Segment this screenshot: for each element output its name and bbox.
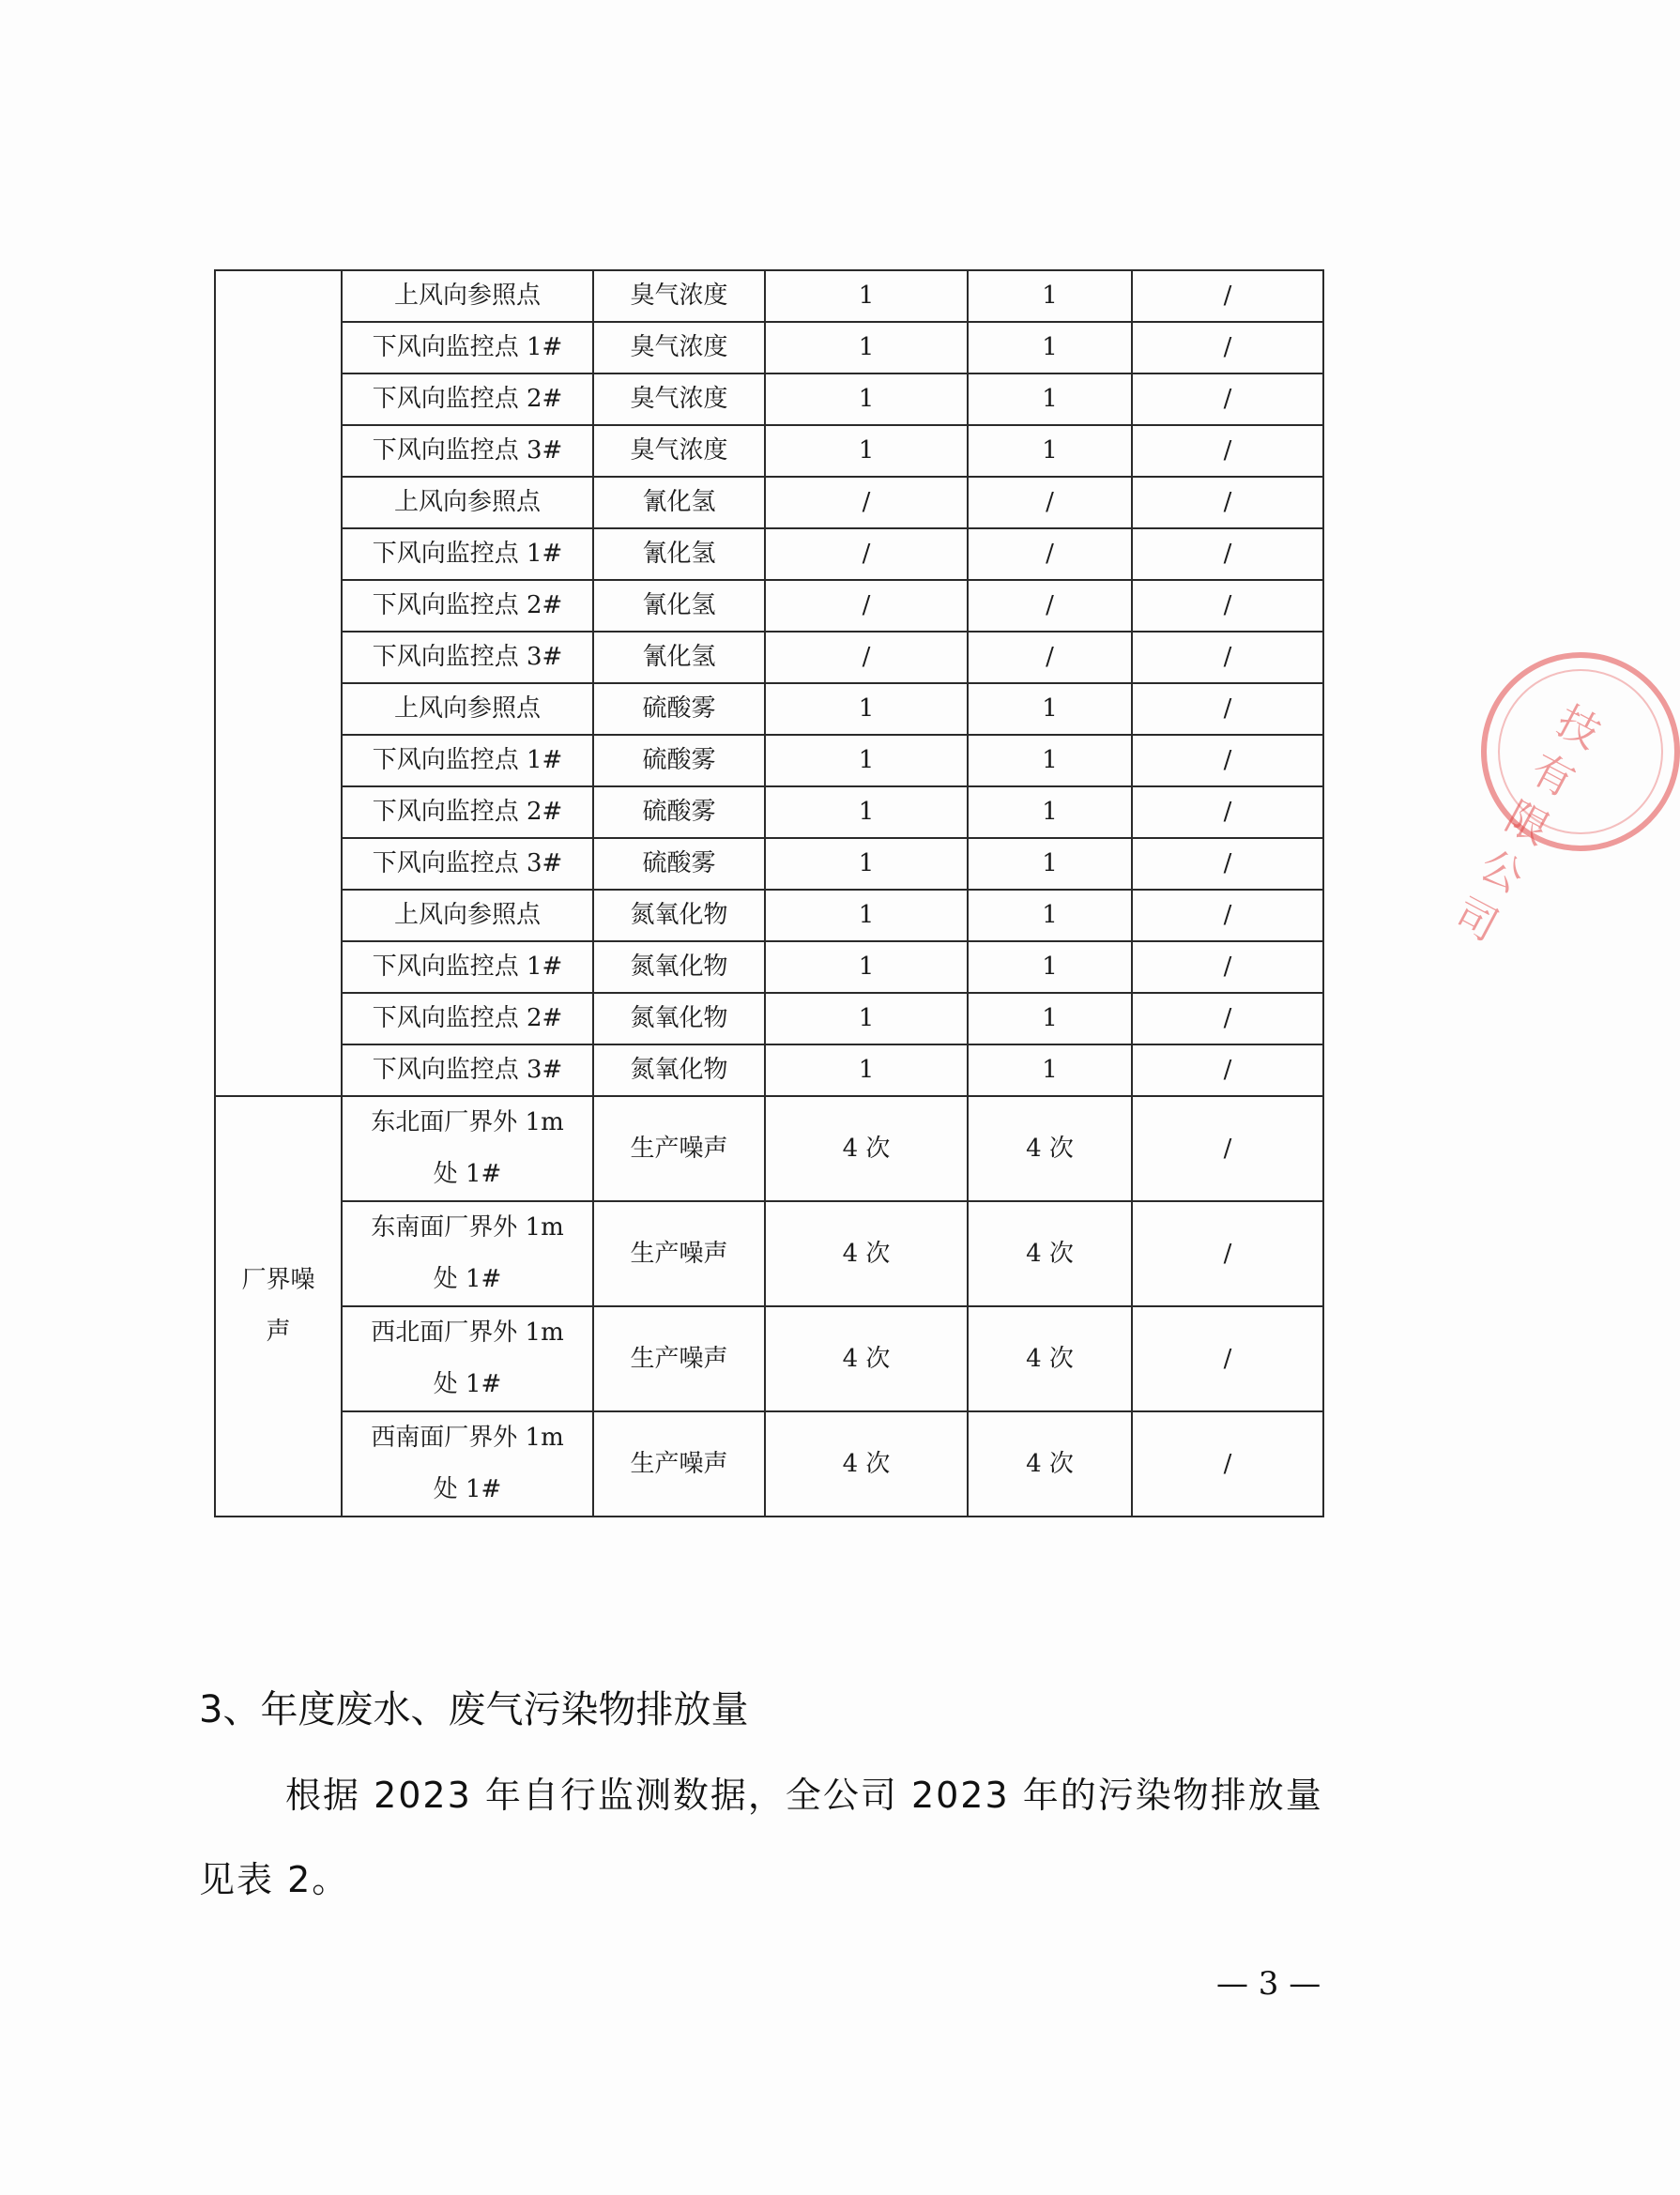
- item-cell: 硫酸雾: [593, 735, 765, 786]
- remark-cell: /: [1132, 941, 1323, 993]
- group-cell-noise: [215, 1096, 342, 1517]
- item-cell: 氮氧化物: [593, 1044, 765, 1096]
- point-cell: 下风向监控点 2#: [342, 786, 593, 838]
- remark-cell: /: [1132, 425, 1323, 477]
- table-row: [215, 270, 1323, 322]
- count-cell-1: 1: [765, 838, 968, 890]
- item-cell: 生产噪声: [593, 1201, 765, 1306]
- point-cell: 上风向参照点: [342, 477, 593, 528]
- count-cell-2: 4 次: [968, 1201, 1132, 1306]
- table-row: [215, 786, 1323, 838]
- count-cell-1: 4 次: [765, 1411, 968, 1517]
- count-cell-2: 1: [968, 373, 1132, 425]
- table-row: [215, 735, 1323, 786]
- table-row: [215, 373, 1323, 425]
- page-number: — 3 —: [1216, 1965, 1321, 2003]
- table-row: [215, 993, 1323, 1044]
- point-cell: 下风向监控点 1#: [342, 941, 593, 993]
- remark-cell: /: [1132, 1096, 1323, 1201]
- remark-cell: /: [1132, 580, 1323, 632]
- item-cell: 生产噪声: [593, 1096, 765, 1201]
- point-cell: 下风向监控点 1#: [342, 322, 593, 373]
- point-cell: 下风向监控点 2#: [342, 580, 593, 632]
- section-paragraph: 根据 2023 年自行监测数据，全公司 2023 年的污染物排放量见表 2。: [199, 1775, 1323, 1900]
- table-row: [215, 941, 1323, 993]
- item-cell: 氰化氢: [593, 580, 765, 632]
- count-cell-2: 1: [968, 322, 1132, 373]
- item-cell: 氰化氢: [593, 477, 765, 528]
- count-cell-1: 1: [765, 270, 968, 322]
- count-cell-1: 1: [765, 683, 968, 735]
- point-line-1: 西北面厂界外 1m: [371, 1319, 564, 1347]
- point-line-2: 处 1#: [433, 1370, 502, 1398]
- point-cell: 下风向监控点 3#: [342, 632, 593, 683]
- point-line-2: 处 1#: [433, 1265, 502, 1293]
- count-cell-1: /: [765, 632, 968, 683]
- count-cell-1: 1: [765, 1044, 968, 1096]
- point-cell: 下风向监控点 1#: [342, 528, 593, 580]
- table-row: [215, 632, 1323, 683]
- item-cell: 氰化氢: [593, 528, 765, 580]
- item-cell: 生产噪声: [593, 1411, 765, 1517]
- seal-text: 技有限公司: [1446, 696, 1609, 952]
- item-cell: 氰化氢: [593, 632, 765, 683]
- item-cell: 臭气浓度: [593, 373, 765, 425]
- remark-cell: /: [1132, 1306, 1323, 1411]
- count-cell-2: 1: [968, 735, 1132, 786]
- count-cell-2: 1: [968, 838, 1132, 890]
- count-cell-2: 4 次: [968, 1096, 1132, 1201]
- point-cell: 下风向监控点 3#: [342, 425, 593, 477]
- remark-cell: /: [1132, 632, 1323, 683]
- count-cell-1: 1: [765, 373, 968, 425]
- remark-cell: /: [1132, 683, 1323, 735]
- group-cell-air: [215, 270, 342, 1096]
- count-cell-2: 1: [968, 941, 1132, 993]
- table-row: [215, 1201, 1323, 1306]
- item-cell: 臭气浓度: [593, 270, 765, 322]
- point-cell: 下风向监控点 1#: [342, 735, 593, 786]
- remark-cell: /: [1132, 270, 1323, 322]
- item-cell: 氮氧化物: [593, 890, 765, 941]
- table-row: [215, 528, 1323, 580]
- count-cell-2: 1: [968, 683, 1132, 735]
- count-cell-2: 4 次: [968, 1306, 1132, 1411]
- point-cell: 上风向参照点: [342, 683, 593, 735]
- company-seal: [1446, 652, 1680, 952]
- table-row: [215, 1096, 1323, 1201]
- count-cell-1: 1: [765, 735, 968, 786]
- count-cell-1: 1: [765, 425, 968, 477]
- count-cell-1: /: [765, 477, 968, 528]
- remark-cell: /: [1132, 373, 1323, 425]
- remark-cell: /: [1132, 786, 1323, 838]
- point-cell: 下风向监控点 3#: [342, 838, 593, 890]
- count-cell-2: /: [968, 528, 1132, 580]
- count-cell-1: /: [765, 528, 968, 580]
- count-cell-1: /: [765, 580, 968, 632]
- remark-cell: /: [1132, 735, 1323, 786]
- table-body: [215, 270, 1323, 1517]
- remark-cell: /: [1132, 477, 1323, 528]
- count-cell-1: 1: [765, 322, 968, 373]
- item-cell: 生产噪声: [593, 1306, 765, 1411]
- item-cell: 臭气浓度: [593, 425, 765, 477]
- count-cell-2: 1: [968, 1044, 1132, 1096]
- table-row: [215, 322, 1323, 373]
- point-cell: [342, 1201, 593, 1306]
- point-line-2: 处 1#: [433, 1160, 502, 1188]
- table-row: [215, 838, 1323, 890]
- remark-cell: /: [1132, 890, 1323, 941]
- point-cell: [342, 1306, 593, 1411]
- table-row: [215, 1411, 1323, 1517]
- point-cell: 上风向参照点: [342, 890, 593, 941]
- table-row: [215, 425, 1323, 477]
- point-line-1: 西南面厂界外 1m: [371, 1424, 564, 1452]
- point-line-1: 东南面厂界外 1m: [371, 1213, 564, 1242]
- count-cell-1: 1: [765, 941, 968, 993]
- point-cell: 上风向参照点: [342, 270, 593, 322]
- item-cell: 臭气浓度: [593, 322, 765, 373]
- point-cell: 下风向监控点 2#: [342, 993, 593, 1044]
- count-cell-1: 4 次: [765, 1306, 968, 1411]
- count-cell-1: 4 次: [765, 1201, 968, 1306]
- point-cell: [342, 1411, 593, 1517]
- count-cell-2: 4 次: [968, 1411, 1132, 1517]
- point-cell: 下风向监控点 3#: [342, 1044, 593, 1096]
- count-cell-1: 1: [765, 993, 968, 1044]
- remark-cell: /: [1132, 1411, 1323, 1517]
- item-cell: 硫酸雾: [593, 838, 765, 890]
- monitoring-table: [214, 269, 1324, 1517]
- group-label: 厂界噪声: [241, 1266, 315, 1346]
- count-cell-2: 1: [968, 993, 1132, 1044]
- count-cell-1: 1: [765, 890, 968, 941]
- count-cell-2: /: [968, 580, 1132, 632]
- table-row: [215, 1044, 1323, 1096]
- remark-cell: /: [1132, 1044, 1323, 1096]
- table-row: [215, 580, 1323, 632]
- table-row: [215, 477, 1323, 528]
- point-cell: 下风向监控点 2#: [342, 373, 593, 425]
- item-cell: 氮氧化物: [593, 941, 765, 993]
- item-cell: 硫酸雾: [593, 683, 765, 735]
- section-heading: 3、年度废水、废气污染物排放量: [199, 1688, 749, 1731]
- count-cell-2: /: [968, 477, 1132, 528]
- point-line-1: 东北面厂界外 1m: [371, 1108, 564, 1136]
- table-row: [215, 890, 1323, 941]
- point-line-2: 处 1#: [433, 1475, 502, 1503]
- remark-cell: /: [1132, 528, 1323, 580]
- point-cell: [342, 1096, 593, 1201]
- count-cell-2: 1: [968, 425, 1132, 477]
- item-cell: 氮氧化物: [593, 993, 765, 1044]
- count-cell-1: 1: [765, 786, 968, 838]
- table-row: [215, 1306, 1323, 1411]
- remark-cell: /: [1132, 322, 1323, 373]
- count-cell-2: 1: [968, 270, 1132, 322]
- count-cell-2: /: [968, 632, 1132, 683]
- item-cell: 硫酸雾: [593, 786, 765, 838]
- remark-cell: /: [1132, 838, 1323, 890]
- count-cell-2: 1: [968, 890, 1132, 941]
- table-row: [215, 683, 1323, 735]
- count-cell-2: 1: [968, 786, 1132, 838]
- count-cell-1: 4 次: [765, 1096, 968, 1201]
- remark-cell: /: [1132, 1201, 1323, 1306]
- remark-cell: /: [1132, 993, 1323, 1044]
